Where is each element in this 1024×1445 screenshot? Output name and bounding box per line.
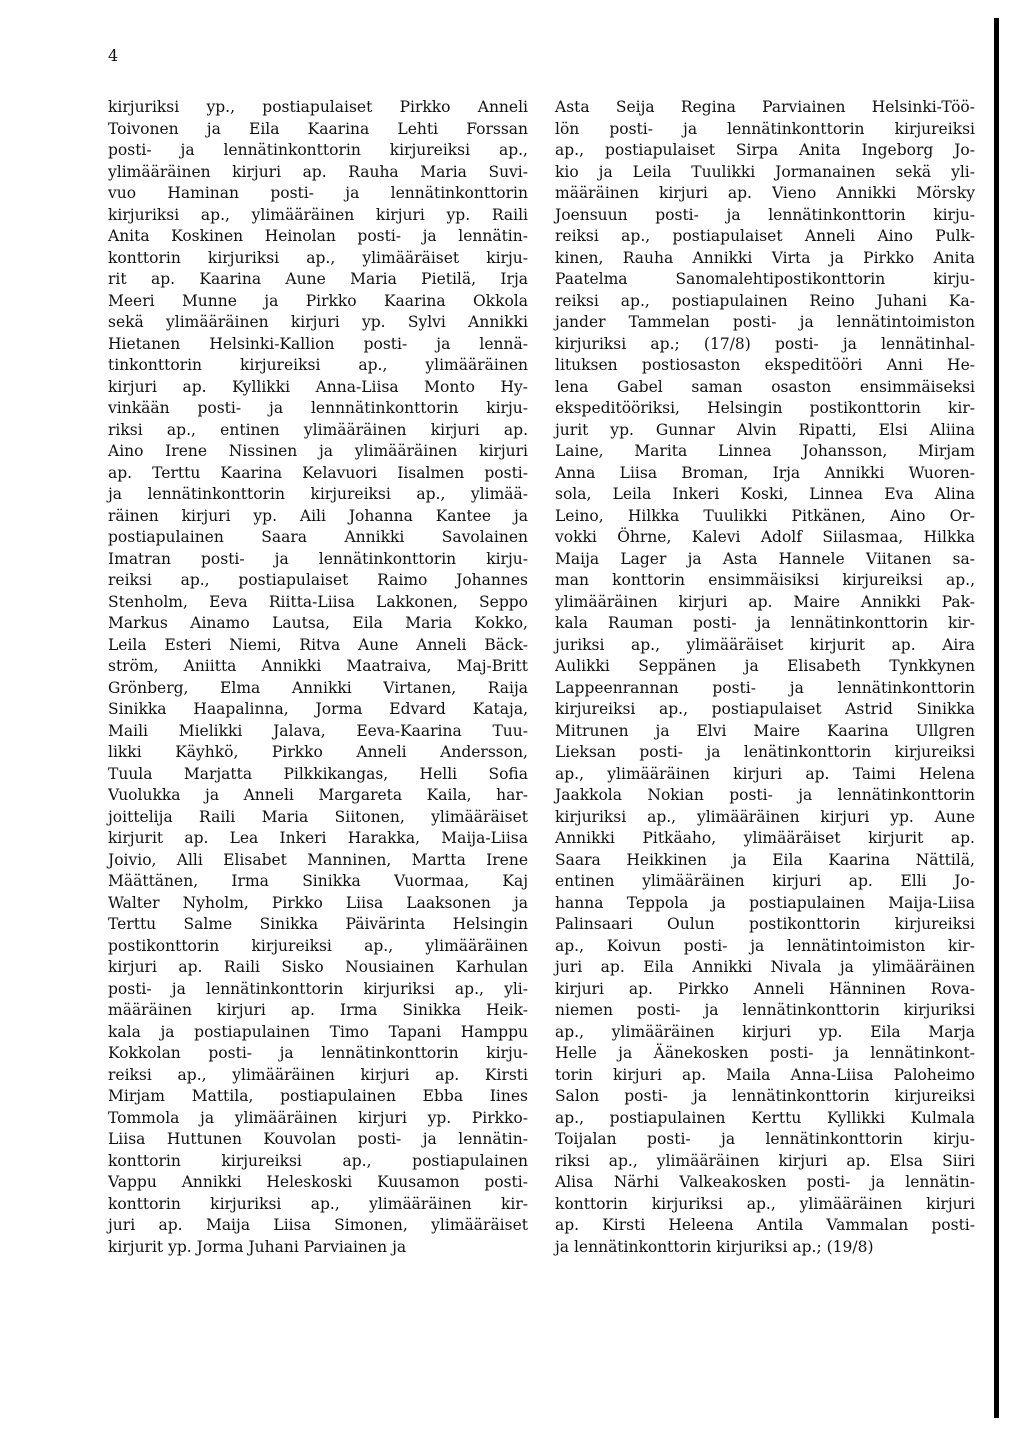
text-line: Anita Koskinen Heinolan posti- ja lennätin- xyxy=(108,227,528,245)
text-line: jander Tammelan posti- ja lennätintoimiston xyxy=(555,313,975,331)
text-line: määräinen kirjuri ap. Vieno Annikki Mörsky xyxy=(555,184,975,202)
text-line: hanna Teppola ja postiapulainen Maija-Liisa xyxy=(555,893,975,912)
text-line: Leino, Hilkka Tuulikki Pitkänen, Aino Or- xyxy=(555,506,975,525)
text-line: kirjurit yp. Jorma Juhani Parviainen ja xyxy=(108,1237,407,1256)
text-line: Jaakkola Nokian posti- ja lennätinkonttorin xyxy=(555,786,975,804)
text-line: Meeri Munne ja Pirkko Kaarina Okkola xyxy=(108,291,528,310)
text-line: ap., ylimääräinen kirjuri yp. Eila Marja xyxy=(555,1022,975,1041)
text-line: Tommola ja ylimääräinen kirjuri yp. Pirkko- xyxy=(108,1108,528,1127)
text-line: Mirjam Mattila, postiapulainen Ebba Iines xyxy=(108,1087,528,1105)
text-line: lön posti- ja lennätinkonttorin kirjureiksi xyxy=(555,119,975,138)
text-line: kio ja Leila Tuulikki Jormanainen sekä yli- xyxy=(555,162,975,181)
text-line: reiksi ap., postiapulaiset Raimo Johannes xyxy=(108,571,528,589)
text-line: ap., Koivun posti- ja lennätintoimiston kir- xyxy=(555,936,975,955)
text-line: ap., ylimääräinen kirjuri ap. Taimi Helena xyxy=(555,764,975,783)
text-line: ja lennätinkonttorin kirjuriksi ap.; (19/8) xyxy=(555,1237,874,1256)
left-column xyxy=(108,97,528,1258)
text-line: määräinen kirjuri ap. Irma Sinikka Heik- xyxy=(108,1001,528,1019)
text-line: torin kirjuri ap. Maila Anna-Liisa Paloheimo xyxy=(555,1065,975,1084)
text-line: vokki Öhrne, Kalevi Adolf Siilasmaa, Hilkka xyxy=(555,528,975,546)
text-line: ap. Terttu Kaarina Kelavuori Iisalmen posti- xyxy=(108,463,528,482)
text-line: Grönberg, Elma Annikki Virtanen, Raija xyxy=(108,678,528,697)
text-line: Paatelma Sanomalehtipostikonttorin kirju- xyxy=(555,270,975,288)
text-line: kirjuri ap. Raili Sisko Nousiainen Karhulan xyxy=(108,958,528,976)
text-line: entinen ylimääräinen kirjuri ap. Elli Jo- xyxy=(555,872,975,890)
text-line: Salon posti- ja lennätinkonttorin kirjureiksi xyxy=(555,1087,975,1105)
text-line: Stenholm, Eeva Riitta-Liisa Lakkonen, Seppo xyxy=(108,592,528,611)
text-line: Määttänen, Irma Sinikka Vuormaa, Kaj xyxy=(108,872,528,890)
text-line: kirjuri ap. Pirkko Anneli Hänninen Rova- xyxy=(555,979,975,998)
margin-rule xyxy=(994,18,999,1418)
text-line: postiapulainen Saara Annikki Savolainen xyxy=(108,528,528,546)
text-line: Toivonen ja Eila Kaarina Lehti Forssan xyxy=(108,119,528,138)
text-line: Kokkolan posti- ja lennätinkonttorin kirju- xyxy=(108,1044,528,1062)
text-line: Laine, Marita Linnea Johansson, Mirjam xyxy=(555,442,975,460)
text-line: kirjureiksi ap., postiapulaiset Astrid Sinikka xyxy=(555,700,975,718)
text-line: reiksi ap., postiapulaiset Anneli Aino Pulk- xyxy=(555,227,975,245)
text-line: ström, Aniitta Annikki Maatraiva, Maj-Britt xyxy=(108,657,528,675)
text-line: ekspeditööriksi, Helsingin postikonttorin kir- xyxy=(555,399,975,417)
text-line: Aulikki Seppänen ja Elisabeth Tynkkynen xyxy=(555,657,975,675)
text-line: vuo Haminan posti- ja lennätinkonttorin xyxy=(108,184,528,202)
text-line: niemen posti- ja lennätinkonttorin kirjuriksi xyxy=(555,1001,975,1019)
text-line: juri ap. Maija Liisa Simonen, ylimääräiset xyxy=(108,1216,528,1234)
text-line: Joensuun posti- ja lennätinkonttorin kirju- xyxy=(555,205,975,224)
text-line: kirjuriksi yp., postiapulaiset Pirkko Anneli xyxy=(108,98,528,116)
text-line: Walter Nyholm, Pirkko Liisa Laaksonen ja xyxy=(108,893,528,912)
text-line: juriksi ap., ylimääräiset kirjurit ap. Aira xyxy=(555,635,975,654)
text-line: Palinsaari Oulun postikonttorin kirjureiksi xyxy=(555,915,975,933)
text-line: konttorin kirjuriksi ap., ylimääräiset kirju- xyxy=(108,248,528,267)
text-line: kirjurit ap. Lea Inkeri Harakka, Maija-Liisa xyxy=(108,829,528,847)
text-line: vinkään posti- ja lennnätinkonttorin kirju- xyxy=(108,399,528,417)
text-line: ap. Kirsti Heleena Antila Vammalan posti- xyxy=(555,1216,975,1234)
text-line: konttorin kirjuriksi ap., ylimääräinen kir- xyxy=(108,1194,528,1213)
text-line: joittelija Raili Maria Siitonen, ylimääräiset xyxy=(108,807,528,826)
text-line: Saara Heikkinen ja Eila Kaarina Nättilä, xyxy=(555,850,975,869)
text-line: lena Gabel saman osaston ensimmäiseksi xyxy=(555,377,975,396)
text-line: Helle ja Äänekosken posti- ja lennätinkont- xyxy=(555,1044,975,1062)
text-line: Maili Mielikki Jalava, Eeva-Kaarina Tuu- xyxy=(108,721,528,740)
text-line: kirjuri ap. Kyllikki Anna-Liisa Monto Hy- xyxy=(108,377,528,396)
text-line: kirjuriksi ap., ylimääräinen kirjuri yp. Aune xyxy=(555,807,975,826)
text-line: Anna Liisa Broman, Irja Annikki Wuoren- xyxy=(555,463,975,482)
text-line: riksi ap., ylimääräinen kirjuri ap. Elsa Siiri xyxy=(555,1151,975,1170)
text-line: Lappeenrannan posti- ja lennätinkonttorin xyxy=(555,678,975,697)
text-line: sekä ylimääräinen kirjuri yp. Sylvi Annikki xyxy=(108,313,528,331)
text-line: Vuolukka ja Anneli Margareta Kaila, har- xyxy=(108,786,528,804)
text-line: Hietanen Helsinki-Kallion posti- ja lennä- xyxy=(108,334,528,353)
text-line: reiksi ap., ylimääräinen kirjuri ap. Kirsti xyxy=(108,1065,528,1084)
text-line: konttorin kirjuriksi ap., ylimääräinen kirjuri xyxy=(555,1194,975,1213)
text-line: man konttorin ensimmäisiksi kirjureiksi ap., xyxy=(555,571,975,589)
text-line: ja lennätinkonttorin kirjureiksi ap., ylimää- xyxy=(108,485,528,503)
text-line: rit ap. Kaarina Aune Maria Pietilä, Irja xyxy=(108,270,528,288)
text-line: reiksi ap., postiapulainen Reino Juhani Ka- xyxy=(555,291,975,310)
right-column xyxy=(555,97,975,1258)
text-line: Leila Esteri Niemi, Ritva Aune Anneli Bäck- xyxy=(108,635,528,654)
text-line: riksi ap., entinen ylimääräinen kirjuri ap. xyxy=(108,420,528,439)
text-line: ap., postiapulaiset Sirpa Anita Ingeborg Jo- xyxy=(555,141,975,159)
text-line: kirjuriksi ap.; (17/8) posti- ja lennätinhal- xyxy=(555,334,975,353)
text-line: Maija Lager ja Asta Hannele Viitanen sa- xyxy=(555,549,975,568)
text-line: Tuula Marjatta Pilkkikangas, Helli Sofia xyxy=(108,764,528,783)
text-line: tinkonttorin kirjureiksi ap., ylimääräinen xyxy=(108,356,528,374)
text-line: lituksen postiosaston ekspeditööri Anni He- xyxy=(555,356,975,374)
text-line: Alisa Närhi Valkeakosken posti- ja lennätin- xyxy=(555,1173,975,1191)
text-line: Joivio, Alli Elisabet Manninen, Martta Irene xyxy=(108,850,528,869)
text-line: konttorin kirjureiksi ap., postiapulainen xyxy=(108,1151,528,1170)
text-line: Mitrunen ja Elvi Maire Kaarina Ullgren xyxy=(555,721,975,740)
text-line: Terttu Salme Sinikka Päivärinta Helsingin xyxy=(108,915,528,933)
text-line: Asta Seija Regina Parviainen Helsinki-Töö- xyxy=(555,98,975,116)
text-line: jurit yp. Gunnar Alvin Ripatti, Elsi Aliina xyxy=(555,420,975,439)
text-line: Toijalan posti- ja lennätinkonttorin kirju- xyxy=(555,1130,975,1148)
text-line: Markus Ainamo Lautsa, Eila Maria Kokko, xyxy=(108,614,528,632)
text-line: juri ap. Eila Annikki Nivala ja ylimääräinen xyxy=(555,958,975,976)
page-number: 4 xyxy=(108,46,119,65)
text-line: Aino Irene Nissinen ja ylimääräinen kirjuri xyxy=(108,442,528,460)
text-line: Sinikka Haapalinna, Jorma Edvard Kataja, xyxy=(108,700,528,718)
text-line: kinen, Rauha Annikki Virta ja Pirkko Anita xyxy=(555,248,975,267)
text-line: posti- ja lennätinkonttorin kirjureiksi ap., xyxy=(108,141,528,159)
text-line: kirjuriksi ap., ylimääräinen kirjuri yp. Raili xyxy=(108,205,528,224)
text-line: räinen kirjuri yp. Aili Johanna Kantee ja xyxy=(108,506,528,525)
text-line: likki Käyhkö, Pirkko Anneli Andersson, xyxy=(108,743,528,761)
text-line: kala ja postiapulainen Timo Tapani Hamppu xyxy=(108,1022,528,1041)
text-line: posti- ja lennätinkonttorin kirjuriksi ap., yli- xyxy=(108,979,528,998)
text-line: ylimääräinen kirjuri ap. Rauha Maria Suvi- xyxy=(108,162,528,181)
text-line: kala Rauman posti- ja lennätinkonttorin kir- xyxy=(555,614,975,632)
text-line: Annikki Pitkäaho, ylimääräiset kirjurit ap. xyxy=(555,829,975,847)
text-line: ylimääräinen kirjuri ap. Maire Annikki Pak- xyxy=(555,592,975,611)
text-line: sola, Leila Inkeri Koski, Linnea Eva Alina xyxy=(555,485,975,503)
text-line: postikonttorin kirjureiksi ap., ylimääräinen xyxy=(108,936,528,955)
text-line: ap., postiapulainen Kerttu Kyllikki Kulmala xyxy=(555,1108,975,1127)
text-line: Imatran posti- ja lennätinkonttorin kirju- xyxy=(108,549,528,568)
text-line: Vappu Annikki Heleskoski Kuusamon posti- xyxy=(108,1173,528,1191)
text-line: Liisa Huttunen Kouvolan posti- ja lennätin- xyxy=(108,1130,528,1148)
text-line: Lieksan posti- ja lenätinkonttorin kirjureiksi xyxy=(555,743,975,761)
